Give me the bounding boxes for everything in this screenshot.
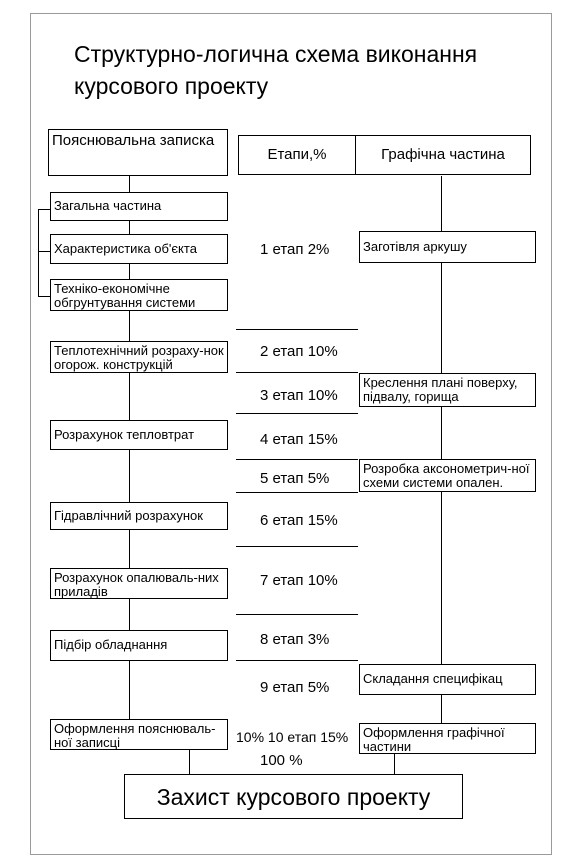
- stage-label: 8 етап 3%: [260, 631, 330, 648]
- stage-separator: [236, 413, 358, 414]
- stage-separator: [236, 329, 358, 330]
- header-stages: Етапи,%: [238, 135, 356, 175]
- note-branch-tick-1: [38, 209, 50, 210]
- stage-label: 3 етап 10%: [260, 387, 338, 404]
- stage-separator: [236, 372, 358, 373]
- note-item: Розрахунок тепловтрат: [50, 420, 228, 450]
- stage-label: 10% 10 етап 15%: [236, 729, 349, 745]
- graphic-item: Креслення плані поверху, підвалу, горища: [359, 373, 536, 407]
- header-explanatory-note: Пояснювальна записка: [48, 129, 228, 176]
- total-label: 100 %: [260, 752, 303, 769]
- note-item: Теплотехнічний розраху-нок огорож. конструкцій: [50, 341, 228, 373]
- note-item: Гідравлічний розрахунок: [50, 502, 228, 530]
- note-item: Розрахунок опалюваль-них приладів: [50, 568, 228, 599]
- stage-label: 5 етап 5%: [260, 470, 330, 487]
- stage-label: 9 етап 5%: [260, 679, 330, 696]
- stage-label: 4 етап 15%: [260, 431, 338, 448]
- note-item: Загальна частина: [50, 192, 228, 221]
- note-item: Оформлення пояснюваль-ної записці: [50, 719, 228, 750]
- note-branch-tick-2: [38, 251, 50, 252]
- header-graphic-part: Графічна частина: [355, 135, 531, 175]
- stage-separator: [236, 546, 358, 547]
- stage-label: 6 етап 15%: [260, 512, 338, 529]
- stage-label: 2 етап 10%: [260, 343, 338, 360]
- stage-separator: [236, 660, 358, 661]
- note-branch-line: [38, 209, 39, 296]
- stage-separator: [236, 614, 358, 615]
- diagram-title: Структурно-логична схема виконання курсового проекту: [74, 41, 478, 99]
- note-item: Характеристика об'єкта: [50, 234, 228, 264]
- graphic-item: Оформлення графічної частини: [359, 723, 536, 754]
- graphic-item: Складання специфікац: [359, 664, 536, 695]
- note-branch-tick-3: [38, 296, 50, 297]
- final-left-line: [189, 750, 190, 774]
- graphic-item: Заготівля аркушу: [359, 231, 536, 263]
- final-box: Захист курсового проекту: [124, 774, 463, 819]
- stage-label: 1 етап 2%: [260, 241, 330, 258]
- stage-separator: [236, 492, 358, 493]
- note-item: Підбір обладнання: [50, 630, 228, 661]
- note-item: Техніко-економічне обгрунтування системи: [50, 279, 228, 311]
- graphic-item: Розробка аксонометрич-ної схеми системи опален.: [359, 459, 536, 492]
- stage-separator: [236, 459, 358, 460]
- stage-label: 7 етап 10%: [260, 572, 338, 589]
